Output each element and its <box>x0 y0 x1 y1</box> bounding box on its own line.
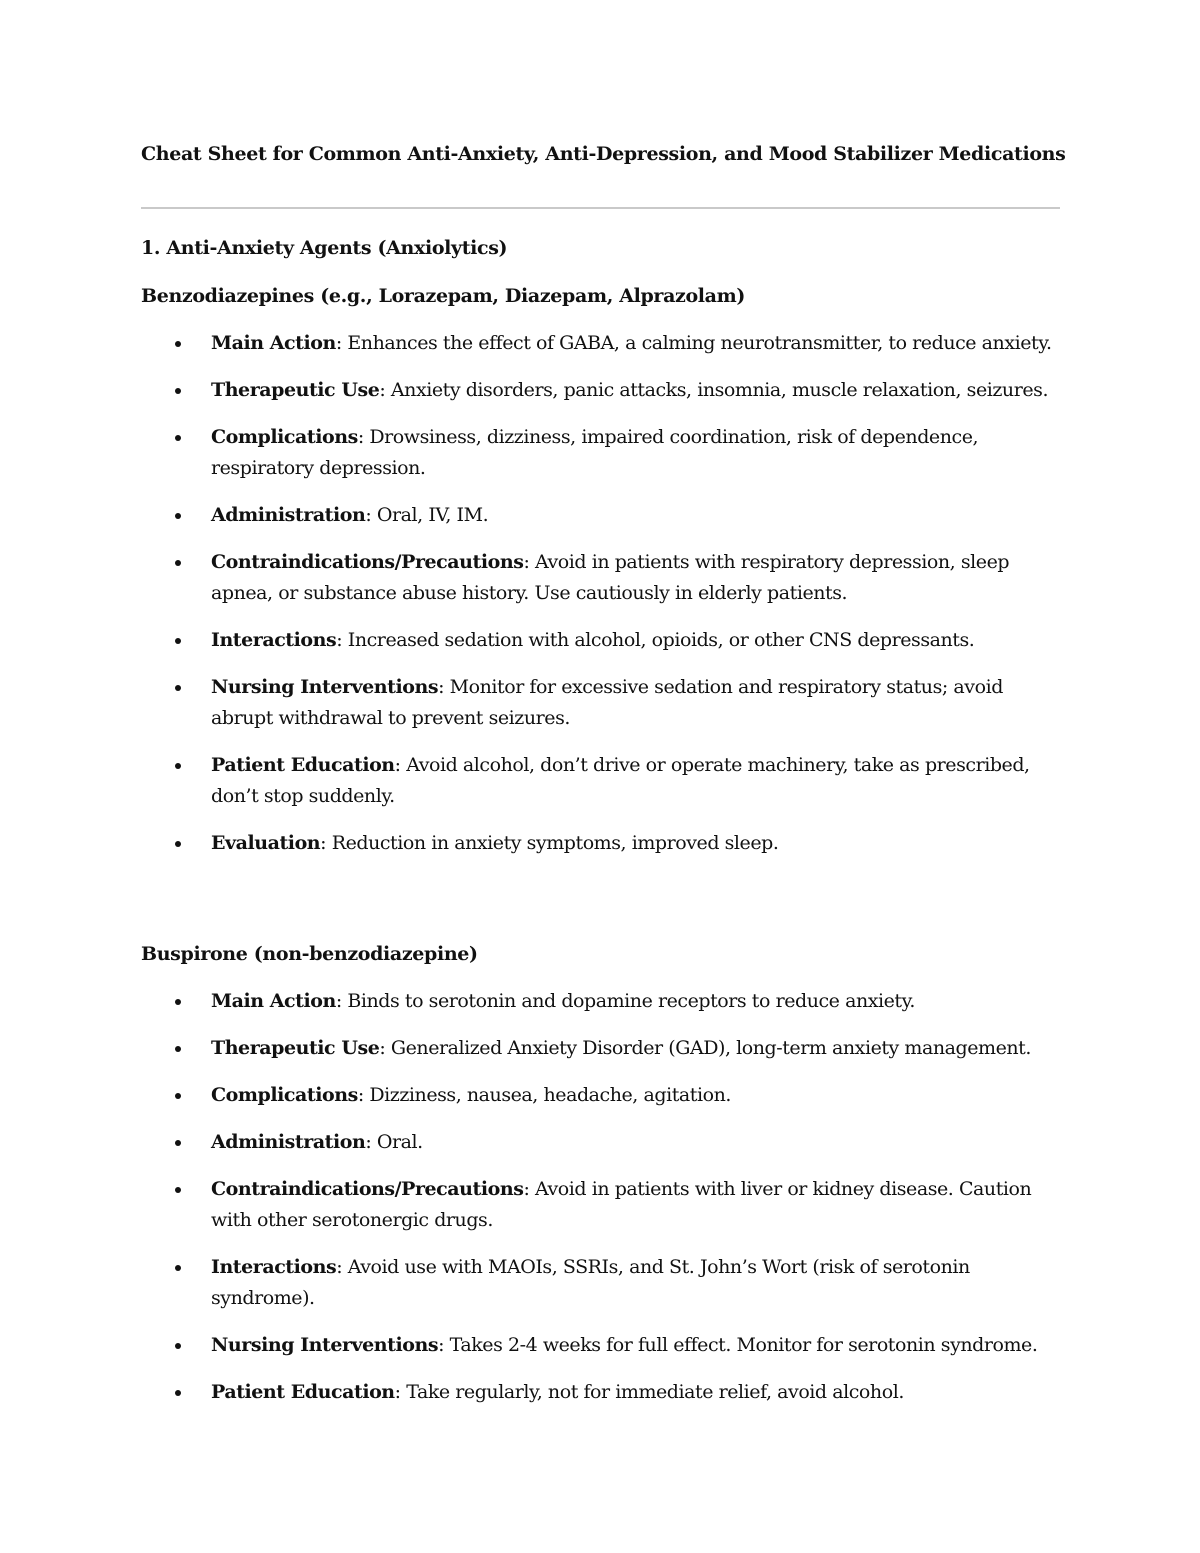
benzodiazepines-list <box>0 328 1200 875</box>
item-text: : Avoid alcohol, don’t drive or operate machinery, take as prescribed, don’t stop suddenly. <box>211 754 1030 807</box>
item-term: Evaluation <box>211 832 321 854</box>
item-text: : Increased sedation with alcohol, opioids, or other CNS depressants. <box>336 629 975 651</box>
item-text: : Dizziness, nausea, headache, agitation. <box>357 1084 731 1106</box>
list-item <box>0 422 1061 484</box>
bullet-icon <box>175 513 181 519</box>
buspirone-list <box>0 986 1200 1424</box>
list-item <box>0 1033 1061 1064</box>
list-item <box>0 672 1061 734</box>
item-term: Nursing Interventions <box>211 1334 439 1356</box>
list-item <box>0 1377 1061 1408</box>
item-text: : Generalized Anxiety Disorder (GAD), long-term anxiety management. <box>379 1037 1031 1059</box>
item-text: : Anxiety disorders, panic attacks, insomnia, muscle relaxation, seizures. <box>379 379 1049 401</box>
item-text: : Take regularly, not for immediate relief, avoid alcohol. <box>394 1381 904 1403</box>
item-term: Administration <box>211 504 366 526</box>
bullet-icon <box>175 341 181 347</box>
bullet-icon <box>175 388 181 394</box>
bullet-icon <box>175 841 181 847</box>
item-term: Main Action <box>211 332 336 354</box>
item-text: : Takes 2-4 weeks for full effect. Monitor for serotonin syndrome. <box>438 1334 1038 1356</box>
item-term: Patient Education <box>211 754 395 776</box>
item-term: Therapeutic Use <box>211 1037 380 1059</box>
item-text: : Avoid in patients with liver or kidney disease. Caution with other serotonergic drugs. <box>211 1178 1032 1231</box>
item-term: Administration <box>211 1131 366 1153</box>
item-text: : Oral, IV, IM. <box>365 504 489 526</box>
item-text: : Enhances the effect of GABA, a calming neurotransmitter, to reduce anxiety. <box>335 332 1052 354</box>
item-text: : Reduction in anxiety symptoms, improved sleep. <box>320 832 779 854</box>
bullet-icon <box>175 1046 181 1052</box>
bullet-icon <box>175 435 181 441</box>
subsection-heading-buspirone: Buspirone (non-benzodiazepine) <box>141 943 478 965</box>
bullet-icon <box>175 560 181 566</box>
bullet-icon <box>175 1140 181 1146</box>
bullet-icon <box>175 638 181 644</box>
list-item <box>0 750 1061 812</box>
item-term: Contraindications/Precautions <box>211 1178 524 1200</box>
list-item <box>0 828 1061 859</box>
item-term: Complications <box>211 426 358 448</box>
item-term: Therapeutic Use <box>211 379 380 401</box>
item-text: : Oral. <box>365 1131 423 1153</box>
list-item <box>0 500 1061 531</box>
item-term: Interactions <box>211 1256 337 1278</box>
bullet-icon <box>175 1390 181 1396</box>
document-title: Cheat Sheet for Common Anti-Anxiety, Anti-Depression, and Mood Stabilizer Medications <box>141 143 1066 165</box>
item-term: Patient Education <box>211 1381 395 1403</box>
item-text: : Avoid in patients with respiratory depression, sleep apnea, or substance abuse history. Use cautiously in elderly patients. <box>211 551 1010 604</box>
list-item <box>0 375 1061 406</box>
list-item <box>0 1080 1061 1111</box>
item-term: Contraindications/Precautions <box>211 551 524 573</box>
list-item <box>0 1127 1061 1158</box>
list-item <box>0 328 1061 359</box>
bullet-icon <box>175 1343 181 1349</box>
list-item <box>0 986 1061 1017</box>
item-text: : Monitor for excessive sedation and respiratory status; avoid abrupt withdrawal to prevent seizures. <box>211 676 1003 729</box>
item-text: : Avoid use with MAOIs, SSRIs, and St. John’s Wort (risk of serotonin syndrome). <box>211 1256 970 1309</box>
bullet-icon <box>175 763 181 769</box>
list-item <box>0 547 1061 609</box>
bullet-icon <box>175 999 181 1005</box>
horizontal-divider <box>141 207 1060 209</box>
bullet-icon <box>175 1265 181 1271</box>
section-heading: 1. Anti-Anxiety Agents (Anxiolytics) <box>141 237 508 259</box>
list-item <box>0 1252 1061 1314</box>
item-term: Main Action <box>211 990 336 1012</box>
item-term: Interactions <box>211 629 337 651</box>
list-item <box>0 1174 1061 1236</box>
item-text: : Binds to serotonin and dopamine receptors to reduce anxiety. <box>335 990 915 1012</box>
list-item <box>0 1330 1061 1361</box>
list-item <box>0 625 1061 656</box>
item-term: Complications <box>211 1084 358 1106</box>
bullet-icon <box>175 1187 181 1193</box>
bullet-icon <box>175 1093 181 1099</box>
subsection-heading-benzodiazepines: Benzodiazepines (e.g., Lorazepam, Diazepam, Alprazolam) <box>141 285 746 307</box>
bullet-icon <box>175 685 181 691</box>
item-text: : Drowsiness, dizziness, impaired coordination, risk of dependence, respiratory depression. <box>211 426 979 479</box>
item-term: Nursing Interventions <box>211 676 439 698</box>
